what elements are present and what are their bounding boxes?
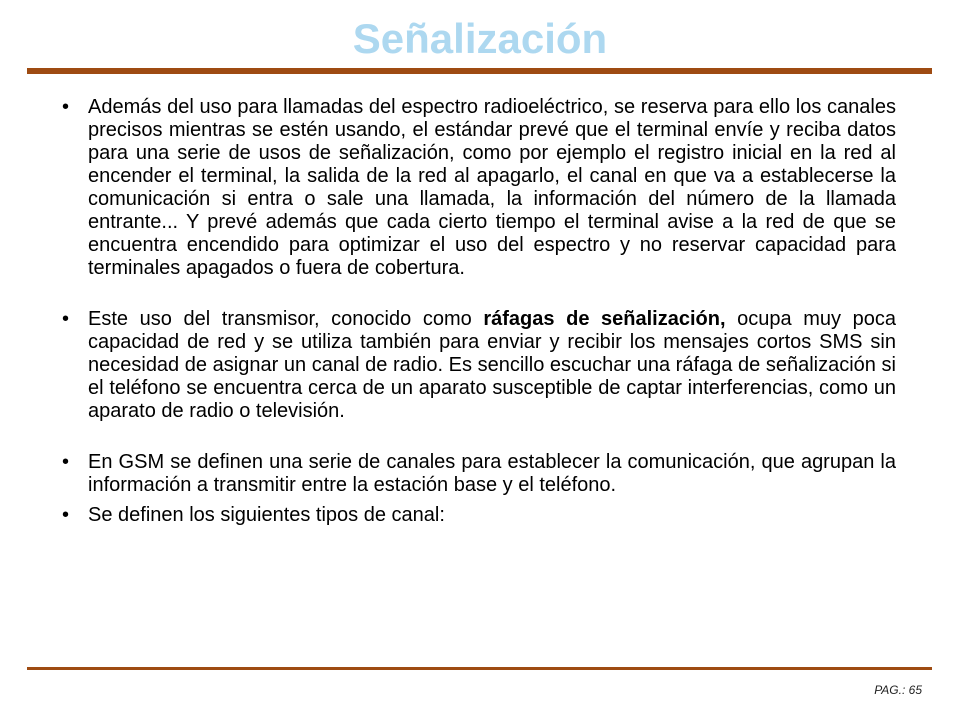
- bullet-2-text-start: Este uso del transmisor, conocido como: [88, 308, 484, 330]
- footer-divider: [27, 667, 932, 670]
- bullet-item-4: • Se definen los siguientes tipos de canal:: [88, 504, 896, 527]
- bullet-list: [88, 96, 896, 527]
- bullet-2-emphasis: ráfagas de señalización,: [483, 308, 726, 330]
- page-number: PAG.: 65: [874, 683, 922, 697]
- bullet-item-3: • En GSM se definen una serie de canales para establecer la comunicación, que agrupan la información a transmitir entre la estación base y el teléfono.: [88, 451, 896, 497]
- bullet-2-text-end: ocupa muy poca capacidad de red y se utiliza también para enviar y recibir los mensajes cortos SMS sin necesidad de asignar un canal de radio. Es sencillo escuchar una ráfaga de señalización si el teléfono se encuentra cerca de un aparato susceptible de captar interferencias, como un aparato de radio o televisión.: [88, 308, 896, 422]
- bullet-item-1: • Además del uso para llamadas del espectro radioeléctrico, se reserva para ello los canales precisos mientras se estén usando, el estándar prevé que el terminal envíe y reciba datos para una serie de usos de señalización, como por ejemplo el registro inicial en la red al encender el terminal, la salida de la red al apagarlo, el canal en que va a establecerse la comunicación si entra o sale una llamada, la información del número de la llamada entrante... Y prevé además que cada cierto tiempo el terminal avise a la red de que se encuentra encendido para optimizar el uso del espectro y no reservar capacidad para terminales apagados o fuera de cobertura.: [88, 96, 896, 280]
- title-divider: [27, 68, 932, 74]
- bullet-item-2: [88, 308, 896, 423]
- slide-title: Señalización: [352, 15, 608, 62]
